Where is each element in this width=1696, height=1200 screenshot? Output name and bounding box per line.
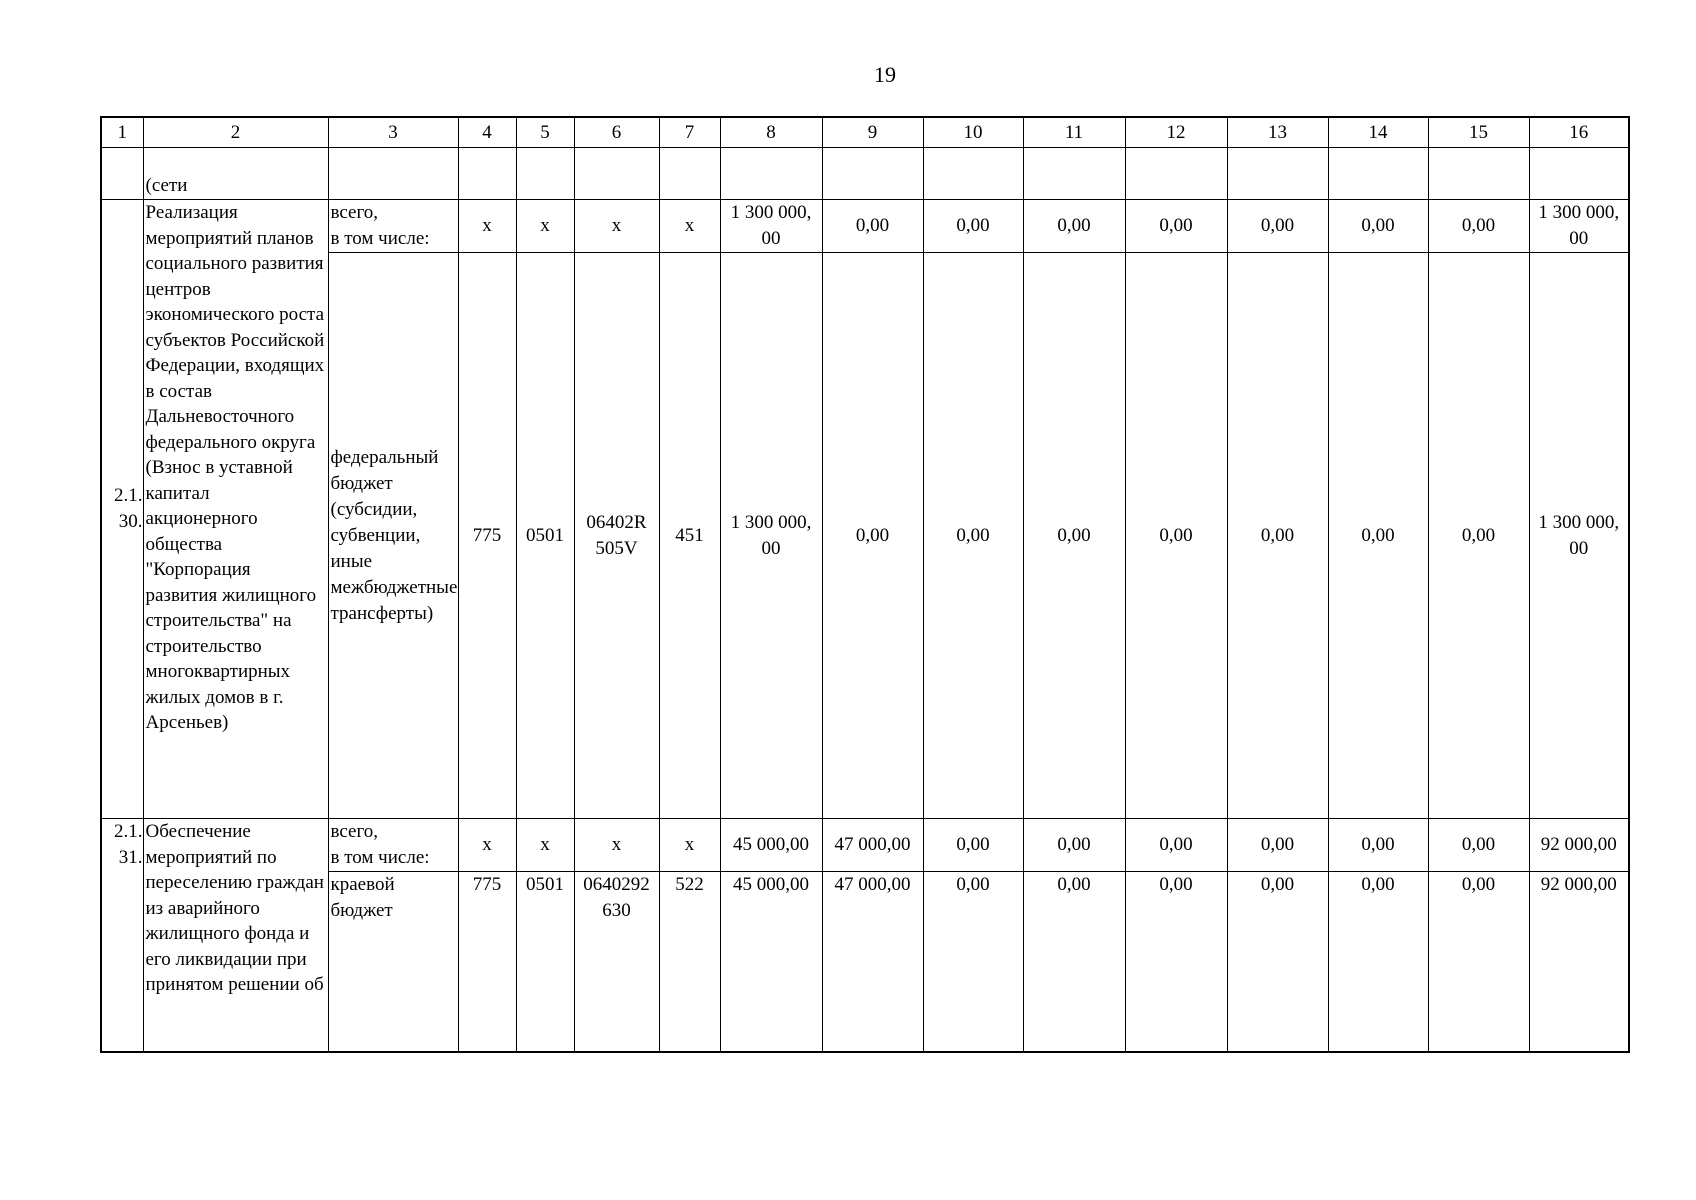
cell: x: [516, 819, 574, 872]
cell: 0,00: [1227, 200, 1328, 253]
header-cell: 15: [1428, 117, 1529, 148]
cell: 0640292 630: [574, 872, 659, 1052]
cell: 0,00: [923, 253, 1023, 819]
cell: 0,00: [1125, 872, 1227, 1052]
table-row: [101, 200, 1629, 253]
cell: x: [659, 819, 720, 872]
cell: 1 300 000, 00: [720, 200, 822, 253]
cell: x: [516, 200, 574, 253]
header-cell: 2: [143, 117, 328, 148]
header-row: [101, 117, 1629, 148]
cell: x: [659, 200, 720, 253]
cell: 0,00: [1227, 872, 1328, 1052]
cell: 775: [458, 872, 516, 1052]
cell: 47 000,00: [822, 819, 923, 872]
cell: 0,00: [1428, 253, 1529, 819]
header-cell: 5: [516, 117, 574, 148]
cell: x: [574, 819, 659, 872]
table-row: [101, 819, 1629, 872]
item-number: 2.1. 30.: [101, 200, 143, 819]
header-cell: 14: [1328, 117, 1428, 148]
header-cell: 16: [1529, 117, 1629, 148]
cell: 0,00: [1227, 819, 1328, 872]
item-name: Реализация мероприятий планов социального развития центров экономического роста субъектов Российской Федерации, входящих в состав Дальневосточного федерального округа (Взнос в уставной капитал акционерного общества "Корпорация развития жилищного строительства" на строительство многоквартирных жилых домов в г. Арсеньев): [143, 200, 328, 819]
cell: 0,00: [1023, 819, 1125, 872]
cell: 0,00: [1023, 253, 1125, 819]
header-cell: 8: [720, 117, 822, 148]
continuation-row: [101, 148, 1629, 200]
table-row: [101, 253, 1629, 819]
cell: 0,00: [1428, 819, 1529, 872]
table-row: [101, 872, 1629, 1052]
cell: 0,00: [822, 253, 923, 819]
cell: 0501: [516, 872, 574, 1052]
cell: x: [574, 200, 659, 253]
cell: 0,00: [923, 200, 1023, 253]
cell: 1 300 000, 00: [1529, 253, 1629, 819]
header-cell: 7: [659, 117, 720, 148]
header-cell: 3: [328, 117, 458, 148]
header-cell: 11: [1023, 117, 1125, 148]
cell: 1 300 000, 00: [720, 253, 822, 819]
header-cell: 12: [1125, 117, 1227, 148]
cell: 0,00: [1428, 872, 1529, 1052]
cell: 47 000,00: [822, 872, 923, 1052]
source-cell: всего, в том числе:: [328, 200, 458, 253]
header-cell: 4: [458, 117, 516, 148]
cell: 0,00: [1328, 872, 1428, 1052]
page-number: 19: [874, 62, 896, 87]
source-cell: федеральный бюджет (субсидии, субвенции, иные межбюджетные трансферты): [328, 253, 458, 819]
cell: 92 000,00: [1529, 872, 1629, 1052]
item-number: 2.1. 31.: [101, 819, 143, 1052]
cell: 0,00: [1125, 200, 1227, 253]
cell: 0,00: [1023, 872, 1125, 1052]
cell: 775: [458, 253, 516, 819]
cell: 0,00: [1328, 253, 1428, 819]
cell: 0,00: [822, 200, 923, 253]
cell: 45 000,00: [720, 872, 822, 1052]
header-cell: 6: [574, 117, 659, 148]
header-cell: 9: [822, 117, 923, 148]
cell: 0,00: [923, 819, 1023, 872]
cell: 0,00: [923, 872, 1023, 1052]
cell: 1 300 000, 00: [1529, 200, 1629, 253]
cell: 0,00: [1125, 253, 1227, 819]
item-name: Обеспечение мероприятий по переселению граждан из аварийного жилищного фонда и его ликвидации при принятом решении об: [143, 819, 328, 1052]
cell: x: [458, 819, 516, 872]
budget-table: [100, 116, 1630, 1053]
cell: 06402R 505V: [574, 253, 659, 819]
cell: 0,00: [1023, 200, 1125, 253]
cell: 0,00: [1428, 200, 1529, 253]
header-cell: 13: [1227, 117, 1328, 148]
cell: 45 000,00: [720, 819, 822, 872]
cell: 0,00: [1328, 200, 1428, 253]
cell: 92 000,00: [1529, 819, 1629, 872]
header-cell: 10: [923, 117, 1023, 148]
continuation-text: (сети: [143, 148, 328, 200]
cell: 0,00: [1125, 819, 1227, 872]
source-cell: всего, в том числе:: [328, 819, 458, 872]
cell: 522: [659, 872, 720, 1052]
source-cell: краевой бюджет: [328, 872, 458, 1052]
cell: 451: [659, 253, 720, 819]
cell: 0501: [516, 253, 574, 819]
cell: 0,00: [1328, 819, 1428, 872]
cell: 0,00: [1227, 253, 1328, 819]
cell: x: [458, 200, 516, 253]
header-cell: 1: [101, 117, 143, 148]
